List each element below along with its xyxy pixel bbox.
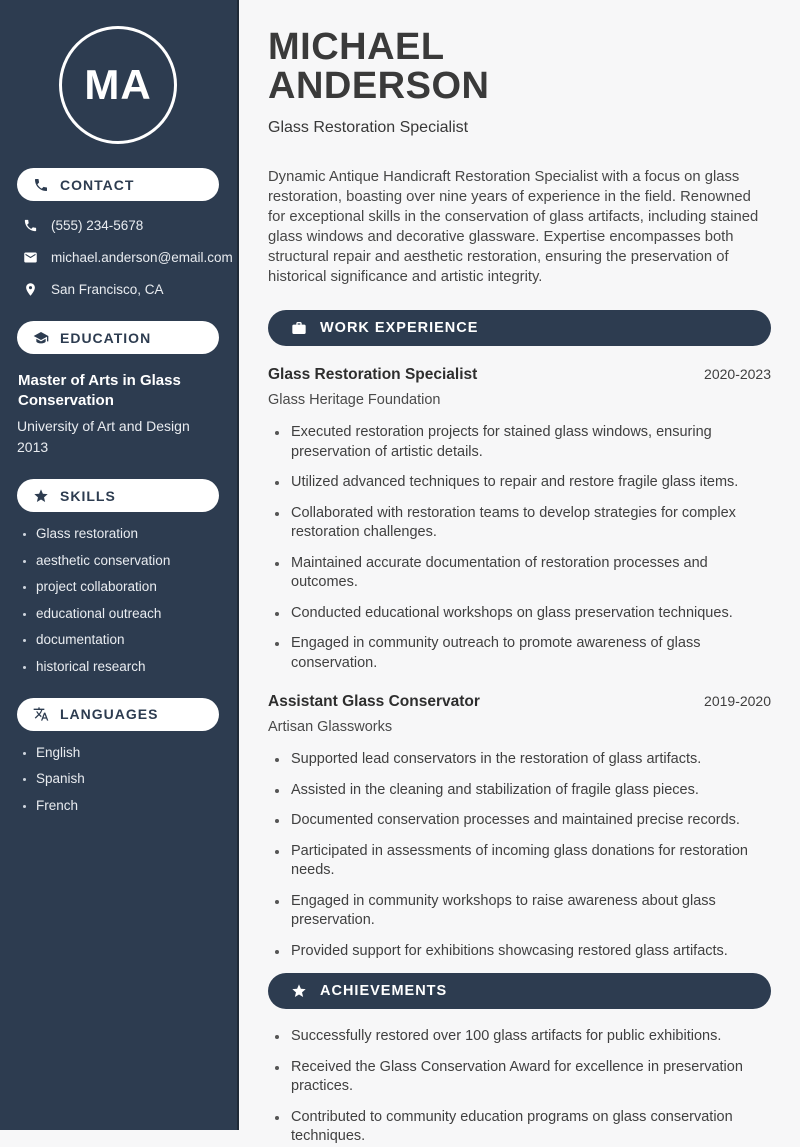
briefcase-icon <box>291 320 307 336</box>
education-school: University of Art and Design <box>17 418 190 434</box>
star-icon <box>33 488 49 504</box>
skills-section-header <box>17 479 219 512</box>
work-experience-section-header <box>268 310 771 346</box>
job-bullet: • Collaborated with restoration teams to develop strategies for complex restoration challenges. <box>289 504 771 543</box>
job-bullet: • Documented conservation processes and maintained precise records. <box>289 811 771 831</box>
skill-item: • Glass restoration <box>36 526 219 541</box>
graduation-cap-icon <box>33 330 49 346</box>
job-bullet: • Conducted educational workshops on glass preservation techniques. <box>289 604 771 624</box>
job-bullet: • Participated in assessments of incoming glass donations for restoration needs. <box>289 842 771 881</box>
skills-section-label: SKILLS <box>60 487 116 504</box>
languages-list <box>17 745 219 813</box>
languages-section-label: LANGUAGES <box>60 706 159 722</box>
job-company: Artisan Glassworks <box>268 719 393 735</box>
job-header <box>268 693 771 711</box>
translate-icon <box>33 706 49 722</box>
job-bullet-list <box>268 750 771 961</box>
contact-email-value: michael.anderson@email.com <box>51 250 233 265</box>
avatar <box>59 26 177 144</box>
skill-item: • project collaboration <box>36 579 219 594</box>
skill-item: • historical research <box>36 659 219 674</box>
candidate-first-name: MICHAEL <box>268 26 445 68</box>
work-experience-section-label: WORK EXPERIENCE <box>320 320 479 336</box>
job-bullet: • Assisted in the cleaning and stabilization of fragile glass pieces. <box>289 781 771 801</box>
education-degree: Master of Arts in Glass Conservation <box>18 372 181 409</box>
achievement-bullet: • Received the Glass Conservation Award for excellence in preservation practices. <box>289 1058 771 1097</box>
contact-location-value: San Francisco, CA <box>51 282 164 297</box>
job-title: Glass Restoration Specialist <box>268 366 478 383</box>
job-entry <box>268 366 771 673</box>
mail-icon <box>23 250 38 265</box>
skills-list <box>17 526 219 674</box>
language-item: • French <box>36 798 219 813</box>
job-header <box>268 366 771 384</box>
achievements-list <box>268 1027 771 1147</box>
contact-phone-value: (555) 234-5678 <box>51 218 144 233</box>
job-dates: 2020-2023 <box>704 366 771 382</box>
language-item: • English <box>36 745 219 760</box>
skill-item: • aesthetic conservation <box>36 553 219 568</box>
education-section-header <box>17 321 219 354</box>
sidebar <box>0 0 239 1130</box>
candidate-last-name: ANDERSON <box>268 65 490 107</box>
avatar-initials: MA <box>84 61 152 108</box>
contact-section-header <box>17 168 219 201</box>
job-company: Glass Heritage Foundation <box>268 392 441 408</box>
phone-icon <box>33 177 49 193</box>
location-icon <box>23 282 38 297</box>
candidate-name <box>268 28 771 106</box>
professional-summary: Dynamic Antique Handicraft Restoration Specialist with a focus on glass restoration, boasting over nine years of experience in the field. Renowned for exceptional skills in the conservation of glass artifacts, including stained glass windows and decorative glassware. Expertise encompasses both structural repair and aesthetic restoration, ensuring the preservation of historical significance and artistic integrity. <box>268 169 759 285</box>
job-bullet: • Utilized advanced techniques to repair and restore fragile glass items. <box>289 473 771 493</box>
job-entry <box>268 693 771 961</box>
phone-icon <box>23 218 38 233</box>
candidate-job-title: Glass Restoration Specialist <box>268 119 469 136</box>
achievements-section-header <box>268 973 771 1009</box>
job-bullet: • Executed restoration projects for stained glass windows, ensuring preservation of artistic details. <box>289 423 771 462</box>
job-dates: 2019-2020 <box>704 693 771 709</box>
job-bullet: • Maintained accurate documentation of restoration processes and outcomes. <box>289 554 771 593</box>
job-title: Assistant Glass Conservator <box>268 693 480 710</box>
star-icon <box>291 983 307 999</box>
languages-section-header <box>17 698 219 731</box>
achievements-section-label: ACHIEVEMENTS <box>320 983 448 999</box>
skill-item: • documentation <box>36 632 219 647</box>
skill-item: • educational outreach <box>36 606 219 621</box>
achievement-bullet: • Successfully restored over 100 glass artifacts for public exhibitions. <box>289 1027 771 1047</box>
contact-location-row <box>17 282 219 297</box>
achievement-bullet: • Contributed to community education programs on glass conservation techniques. <box>289 1108 771 1147</box>
contact-email-row <box>17 250 233 265</box>
education-section-label: EDUCATION <box>60 329 152 346</box>
job-bullet: • Engaged in community workshops to raise awareness about glass preservation. <box>289 892 771 931</box>
job-bullet: • Engaged in community outreach to promote awareness of glass conservation. <box>289 634 771 673</box>
education-year: 2013 <box>17 439 49 455</box>
job-bullet: • Supported lead conservators in the restoration of glass artifacts. <box>289 750 771 770</box>
contact-phone-row <box>17 218 219 233</box>
language-item: • Spanish <box>36 771 219 786</box>
job-bullet: • Provided support for exhibitions showcasing restored glass artifacts. <box>289 942 771 962</box>
job-bullet-list <box>268 423 771 673</box>
contact-section-label: CONTACT <box>60 176 135 193</box>
main-content <box>239 0 800 1144</box>
